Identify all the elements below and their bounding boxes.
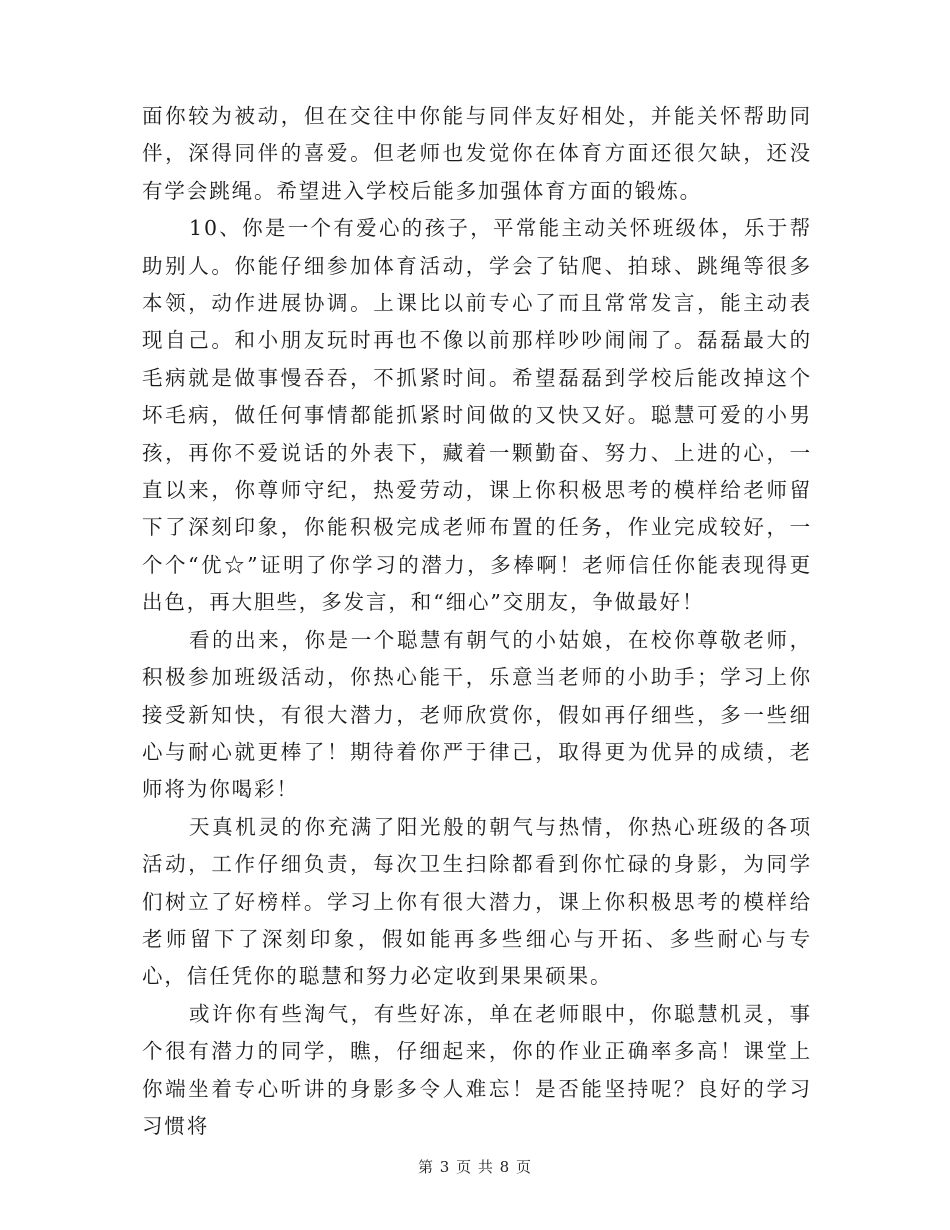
document-body [142, 98, 812, 1145]
paragraph-comment-girl: 看的出来，你是一个聪慧有朝气的小姑娘，在校你尊敬老师，积极参加班级活动，你热心能干，乐意当老师的小助手；学习上你接受新知快，有很大潜力，老师欣赏你，假如再仔细些，多一些细心与耐心就更棒了！期待着你严于律己，取得更为优异的成绩，老师将为你喝彩！ [142, 627, 812, 802]
paragraph-continuation: 面你较为被动，但在交往中你能与同伴友好相处，并能关怀帮助同伴，深得同伴的喜爱。但老师也发觉你在体育方面还很欠缺，还没有学会跳绳。希望进入学校后能多加强体育方面的锻炼。 [142, 104, 812, 203]
page-number-footer: 第 3 页 共 8 页 [418, 1158, 532, 1176]
paragraph-comment-lively: 天真机灵的你充满了阳光般的朝气与热情，你热心班级的各项活动，工作仔细负责，每次卫生扫除都看到你忙碌的身影，为同学们树立了好榜样。学习上你有很大潜力，课上你积极思考的模样给老师留下了深刻印象，假如能再多些细心与开拓、多些耐心与专心，信任凭你的聪慧和努力必定收到果果硕果。 [142, 814, 812, 989]
paragraph-comment-naughty: 或许你有些淘气，有些好冻，单在老师眼中，你聪慧机灵，事个很有潜力的同学，瞧，仔细起来，你的作业正确率多高！课堂上你端坐着专心听讲的身影多令人难忘！是否能坚持呢？良好的学习习惯将 [142, 1001, 812, 1138]
paragraph-comment-10: 10、你是一个有爱心的孩子，平常能主动关怀班级体，乐于帮助别人。你能仔细参加体育活动，学会了钻爬、拍球、跳绳等很多本领，动作进展协调。上课比以前专心了而且常常发言，能主动表现自己。和小朋友玩时再也不像以前那样吵吵闹闹了。磊磊最大的毛病就是做事慢吞吞，不抓紧时间。希望磊磊到学校后能改掉这个坏毛病，做任何事情都能抓紧时间做的又快又好。聪慧可爱的小男孩，再你不爱说话的外表下，藏着一颗勤奋、努力、上进的心，一直以来，你尊师守纪，热爱劳动，课上你积极思考的模样给老师留下了深刻印象，你能积极完成老师布置的任务，作业完成较好，一个个“优☆”证明了你学习的潜力，多棒啊！老师信任你能表现得更出色，再大胆些，多发言，和“细心”交朋友，争做最好！ [142, 216, 812, 615]
